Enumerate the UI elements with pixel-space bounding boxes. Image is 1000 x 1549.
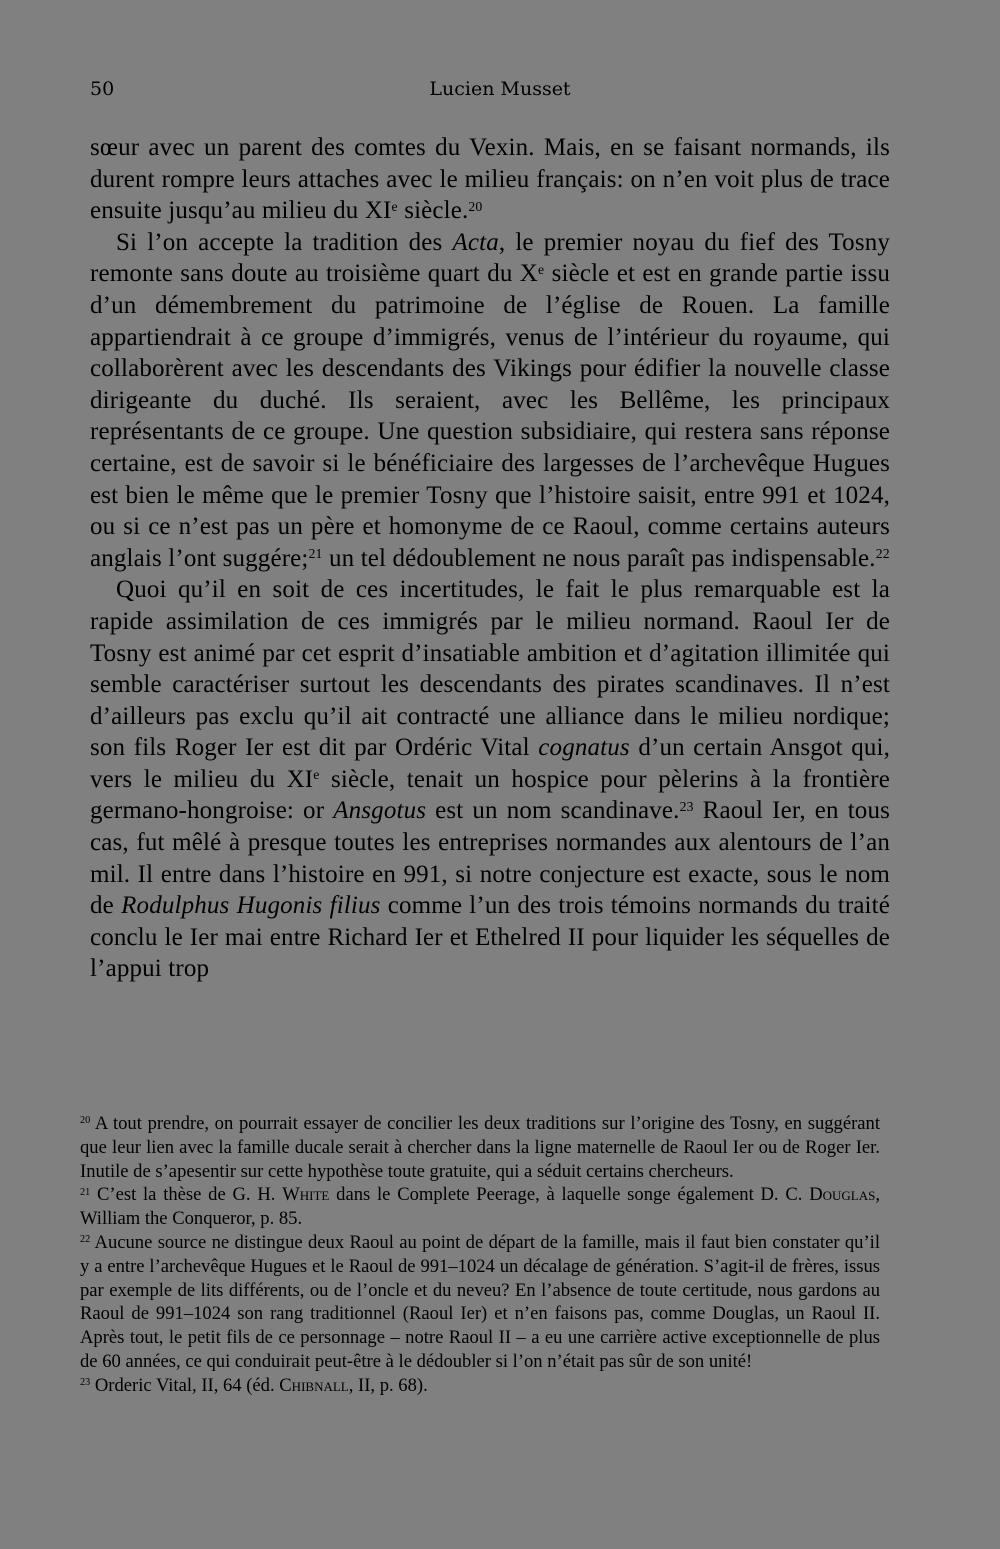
paragraph-3	[90, 574, 890, 985]
footnote-20	[80, 1112, 880, 1183]
footnote-text: , II, p. 68).	[348, 1374, 428, 1396]
text-run: siècle, tenait un hospice pour pèlerins à la frontière germano-hongroise: or	[90, 765, 890, 825]
page-number: 50	[90, 78, 115, 100]
author-name: Chibnall	[279, 1374, 349, 1396]
text-run: sœur avec un parent des comtes du Vexin. Mais, en se faisant normands, ils durent rompre leurs attaches avec le milieu français: on n’en voit plus de trace ensuite jusqu’au milieu du XI	[90, 134, 890, 225]
italic-text: Acta	[452, 228, 499, 256]
main-text	[90, 132, 890, 985]
footnote-text: dans le Complete Peerage, à laquelle songe également D. C.	[329, 1184, 810, 1206]
footnote-21	[80, 1183, 880, 1231]
footnote-number: 21	[80, 1186, 91, 1198]
footnote-23	[80, 1374, 880, 1398]
text-run: siècle et est en grande partie issu d’un démembrement du patrimoine de l’église de Rouen. La famille appartiendrait à ce groupe d’immigrés, venus de l’intérieur du royaume, qui collaborèrent avec les descendants des Vikings pour édifier la nouvelle classe dirigeante du duché. Ils seraient, avec les Bellême, les principaux représentants de ce groupe. Une question subsidiaire, qui restera sans réponse certaine, est de savoir si le bénéficiaire des largesses de l’archevêque Hugues est bien le même que le premier Tosny que l’histoire saisit, entre 991 et 1024, ou si ce n’est pas un père et homonyme de ce Raoul, comme certains auteurs anglais l’ont suggére;	[90, 260, 890, 572]
text-run: siècle.	[397, 197, 469, 225]
text-run: d’un certain Ansgot qui, vers le milieu du XI	[90, 734, 890, 793]
footnote-ref-20: 20	[468, 198, 483, 214]
footnote-text: , William the Conqueror, p. 85.	[80, 1184, 880, 1230]
footnote-text: A tout prendre, on pourrait essayer de concilier les deux traditions sur l’origine des Tosny, en suggérant que leur lien avec la famille ducale serait à chercher dans la ligne maternelle de Raoul Ier ou de Roger Ier. Inutile de s’apesentir sur cette hypothèse toute gratuite, qui a séduit certains chercheurs.	[80, 1113, 880, 1182]
text-run: est un nom scandinave.	[426, 797, 680, 825]
footnote-text: C’est la thèse de G. H.	[90, 1184, 283, 1206]
paragraph-2	[90, 227, 890, 575]
footnote-ref-21: 21	[308, 546, 323, 562]
text-run: Raoul Ier, en tous cas, fut mêlé à presque toutes les entreprises normandes aux alentours de l’an mil. Il entre dans l’histoire en 991, si notre conjecture est exacte, sous le nom de	[90, 797, 890, 920]
text-run: , le premier noyau du fief des Tosny remonte sans doute au troisième quart du X	[90, 228, 890, 288]
author-name: White	[282, 1184, 330, 1206]
footnote-number: 22	[80, 1234, 91, 1246]
italic-text: Rodulphus Hugonis filius	[121, 892, 381, 920]
text-run: Quoi qu’il en soit de ces incertitudes, le fait le plus remarquable est la rapide assimilation de ces immigrés par le milieu normand. Raoul Ier de Tosny est animé par cet esprit d’insatiable ambition et d’agitation illimitée qui semble caractériser surtout les descendants des pirates scandinaves. Il n’est d’ailleurs pas exclu qu’il ait contracté une alliance dans le milieu nordique; son fils Roger Ier est dit par Ordéric Vital	[90, 576, 890, 762]
footnote-text: Orderic Vital, II, 64 (éd.	[90, 1374, 280, 1396]
footnote-number: 23	[80, 1377, 91, 1389]
superscript: e	[313, 767, 320, 783]
footnote-ref-22: 22	[875, 546, 890, 562]
italic-text: Ansgotus	[333, 797, 427, 825]
footnote-text: Aucune source ne distingue deux Raoul au point de départ de la famille, mais il faut bien constater qu’il y a entre l’archevêque Hugues et le Raoul de 991–1024 un décalage de génération. S’agit-il de frères, issus par exemple de lits différents, ou de l’oncle et du neveu? En l’absence de toute certitude, nous gardons au Raoul de 991–1024 son rang traditionnel (Raoul Ier) et n’en faisons pas, comme Douglas, un Raoul II. Après tout, le petit fils de ce personnage – notre Raoul II – a eu une carrière active exceptionnelle de plus de 60 années, ce qui conduirait peut-être à le dédoubler si l’on n’était pas sûr de son unité!	[80, 1231, 880, 1372]
footnote-22	[80, 1231, 880, 1374]
footnotes	[80, 1112, 880, 1398]
author-name: Douglas	[809, 1184, 876, 1206]
text-run: Si l’on accepte la tradition des	[116, 228, 453, 256]
footnote-number: 20	[80, 1115, 91, 1127]
italic-text: cognatus	[538, 734, 630, 762]
superscript: e	[538, 261, 545, 277]
running-title: Lucien Musset	[429, 78, 571, 100]
footnote-ref-23: 23	[679, 798, 694, 814]
text-run: un tel dédoublement ne nous paraît pas indispensable.	[322, 544, 876, 572]
paragraph-1	[90, 132, 890, 227]
text-run: comme l’un des trois témoins normands du traité conclu le Ier mai entre Richard Ier et Ethelred II pour liquider les séquelles de l’appui trop	[90, 892, 890, 983]
superscript: e	[391, 198, 398, 214]
running-header	[90, 78, 910, 108]
